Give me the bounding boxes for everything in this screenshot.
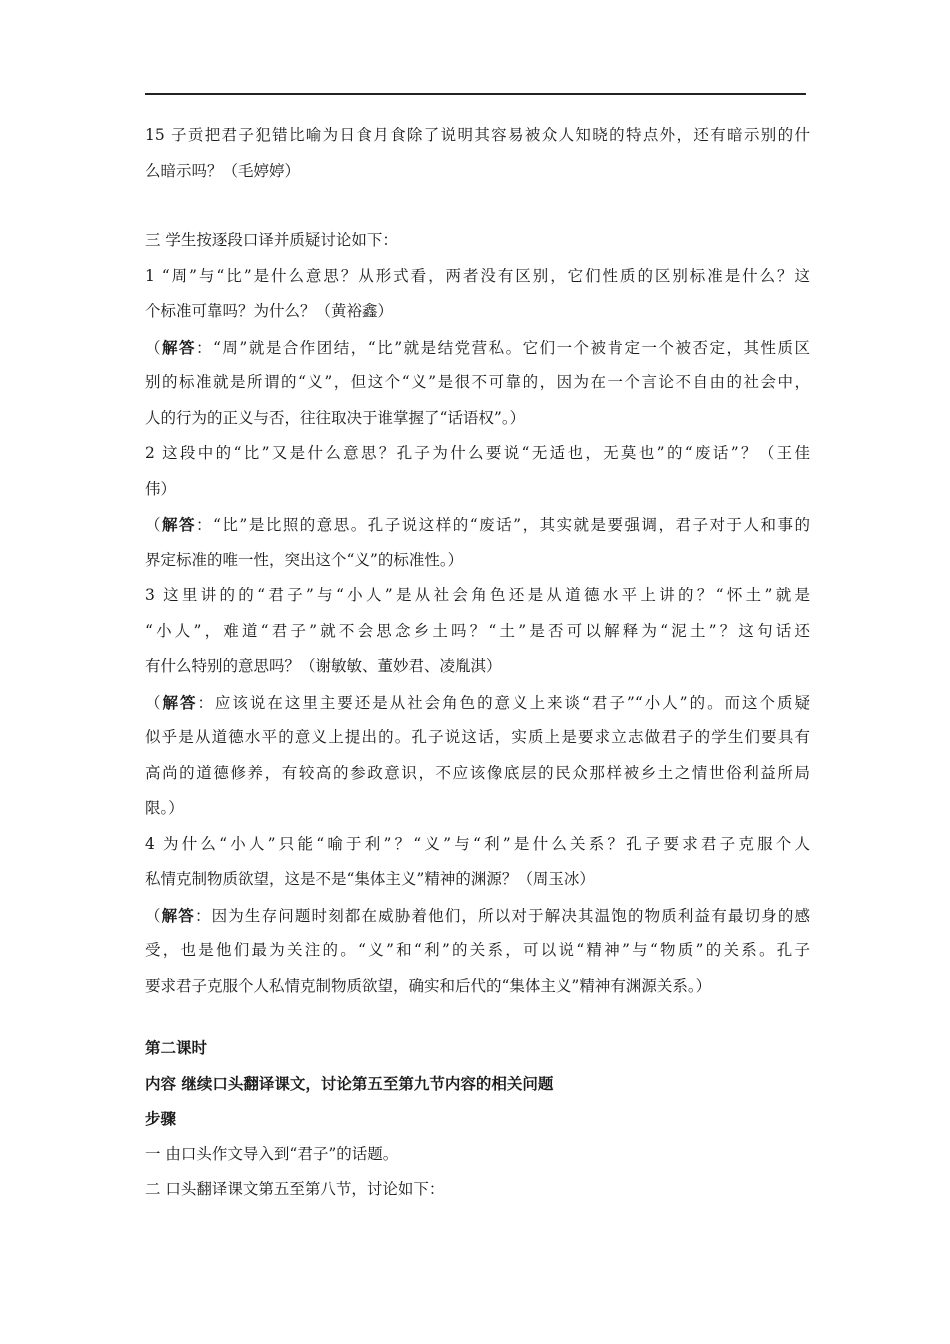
question-3-line-3: 有什么特别的意思吗？（谢敏敏、董妙君、凌胤淇）: [145, 657, 502, 675]
answer-1-line-1: （解答：“周”就是合作团结，“比”就是结党营私。它们一个被肯定一个被否定，其性质区: [145, 337, 810, 357]
answer-3-line-3: 高尚的道德修养，有较高的参政意识，不应该像底层的民众那样被乡土之情世俗利益所局: [145, 763, 810, 782]
answer-2-line-2: 界定标准的唯一性，突出这个“义”的标准性。）: [145, 550, 464, 569]
lesson-2-content: 内容 继续口头翻译课文，讨论第五至第九节内容的相关问题: [145, 1073, 554, 1093]
lesson-2-steps-heading: 步骤: [145, 1109, 177, 1128]
answer-3-line-1: （解答：应该说在这里主要还是从社会角色的意义上来谈“君子”“小人”的。而这个质疑: [145, 692, 810, 712]
question-15-line-1: 15 子贡把君子犯错比喻为日食月食除了说明其容易被众人知晓的特点外，还有暗示别的什: [145, 126, 810, 144]
question-3-line-2: “小人”，难道“君子”就不会思念乡土吗？“土”是否可以解释为“泥土”？这句话还: [145, 621, 810, 640]
answer-1-line-3: 人的行为的正义与否，往往取决于谁掌握了“话语权”。）: [145, 408, 526, 427]
question-15-line-2: 么暗示吗？（毛婷婷）: [145, 161, 301, 180]
answer-label: 解答: [162, 337, 196, 357]
question-4-line-2: 私情克制物质欲望，这是不是“集体主义”精神的渊源？（周玉冰）: [145, 870, 595, 888]
answer-label: 解答: [162, 515, 196, 534]
document-body: [145, 118, 810, 1208]
answer-4-line-3: 要求君子克服个人私情克制物质欲望，确实和后代的“集体主义”精神有渊源关系。）: [145, 976, 712, 995]
lesson-2-title: 第二课时: [145, 1038, 208, 1057]
answer-1-line-2: 别的标准就是所谓的“义”，但这个“义”是很不可靠的，因为在一个言论不自由的社会中，: [145, 373, 810, 391]
section-3-heading: 三 学生按逐段口译并质疑讨论如下：: [145, 231, 398, 249]
lesson-2-step-1: 一 由口头作文导入到“君子”的话题。: [145, 1144, 399, 1163]
question-2-line-1: 2 这段中的“比”又是什么意思？孔子为什么要说“无适也，无莫也”的“废话”？（王佳: [145, 444, 810, 462]
lesson-2-step-2: 二 口头翻译课文第五至第八节，讨论如下：: [145, 1180, 445, 1198]
answer-2-line-1: （解答：“比”是比照的意思。孔子说这样的“废话”，其实就是要强调，君子对于人和事的: [145, 515, 810, 534]
question-4-line-1: 4 为什么“小人”只能“喻于利”？“义”与“利”是什么关系？孔子要求君子克服个人: [145, 834, 810, 853]
answer-3-line-4: 限。）: [145, 799, 184, 817]
question-1-line-2: 个标准可靠吗？为什么？（黄裕鑫）: [145, 302, 394, 320]
answer-4-line-1: （解答：因为生存问题时刻都在威胁着他们，所以对于解决其温饱的物质利益有最切身的感: [145, 905, 810, 925]
question-2-line-2: 伟）: [145, 479, 177, 498]
header-rule: [145, 93, 806, 95]
answer-3-line-2: 似乎是从道德水平的意义上提出的。孔子说这话，实质上是要求立志做君子的学生们要具有: [145, 728, 810, 746]
answer-label: 解答: [162, 692, 198, 712]
question-1-line-1: 1 “周”与“比”是什么意思？从形式看，两者没有区别，它们性质的区别标准是什么？这: [145, 266, 810, 285]
answer-4-line-2: 受，也是他们最为关注的。“义”和“利”的关系，可以说“精神”与“物质”的关系。孔子: [145, 941, 810, 959]
answer-label: 解答: [161, 905, 195, 925]
question-3-line-1: 3 这里讲的的“君子”与“小人”是从社会角色还是从道德水平上讲的？“怀土”就是: [145, 586, 810, 604]
